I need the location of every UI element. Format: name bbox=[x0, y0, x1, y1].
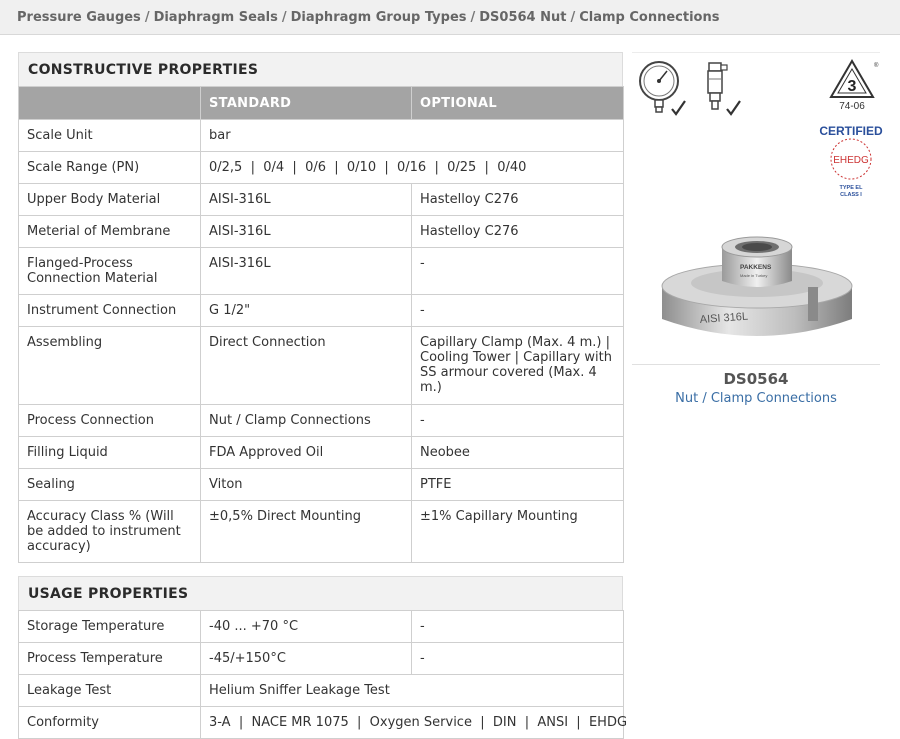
row-standard-value: Direct Connection bbox=[201, 327, 412, 405]
table-row bbox=[19, 501, 624, 563]
table-row bbox=[19, 707, 624, 739]
row-standard-value: -45/+150°C bbox=[201, 643, 412, 675]
row-standard-value: G 1/2" bbox=[201, 295, 412, 327]
table-row bbox=[19, 216, 624, 248]
table-header-row bbox=[19, 87, 624, 120]
row-standard-value: Helium Sniffer Leakage Test bbox=[201, 675, 624, 707]
table-row bbox=[19, 152, 624, 184]
ehedg-certified-icon bbox=[819, 121, 883, 201]
registered-mark: ® bbox=[874, 63, 879, 69]
row-optional-value: - bbox=[412, 405, 624, 437]
row-standard-value: 0/2,5 | 0/4 | 0/6 | 0/10 | 0/16 | 0/25 | 0/40 bbox=[201, 152, 624, 184]
row-standard-value: Viton bbox=[201, 469, 412, 501]
row-label: Meterial of Membrane bbox=[19, 216, 201, 248]
row-label: Leakage Test bbox=[19, 675, 201, 707]
constructive-properties-panel bbox=[18, 52, 623, 563]
pressure-gauge-check-icon bbox=[637, 59, 689, 117]
table-row bbox=[19, 611, 624, 643]
row-label: Accuracy Class % (Will be added to instrument accuracy) bbox=[19, 501, 201, 563]
row-label: Process Temperature bbox=[19, 643, 201, 675]
breadcrumb-separator: / bbox=[570, 10, 576, 25]
empty-header-cell bbox=[19, 87, 201, 120]
engraving-brand: PAKKENS bbox=[740, 264, 772, 271]
row-label: Instrument Connection bbox=[19, 295, 201, 327]
usage-properties-title: USAGE PROPERTIES bbox=[18, 576, 623, 610]
row-standard-value: -40 ... +70 °C bbox=[201, 611, 412, 643]
row-standard-value: 3-A | NACE MR 1075 | Oxygen Service | DIN | ANSI | EHDG bbox=[201, 707, 624, 739]
row-standard-value: AISI-316L bbox=[201, 184, 412, 216]
row-label: Sealing bbox=[19, 469, 201, 501]
row-optional-value: ±1% Capillary Mounting bbox=[412, 501, 624, 563]
table-row bbox=[19, 248, 624, 295]
row-optional-value: Capillary Clamp (Max. 4 m.) | Cooling Tower | Capillary with SS armour covered (Max. 4 m.) bbox=[412, 327, 624, 405]
constructive-properties-title: CONSTRUCTIVE PROPERTIES bbox=[18, 52, 623, 86]
row-optional-value: PTFE bbox=[412, 469, 624, 501]
product-image bbox=[660, 231, 854, 351]
breadcrumb-separator: / bbox=[470, 10, 476, 25]
row-optional-value: - bbox=[412, 611, 624, 643]
table-row bbox=[19, 469, 624, 501]
table-row bbox=[19, 184, 624, 216]
row-label: Flanged-Process Connection Material bbox=[19, 248, 201, 295]
row-optional-value: Hastelloy C276 bbox=[412, 184, 624, 216]
table-row bbox=[19, 437, 624, 469]
ehedg-text: EHEDG bbox=[833, 155, 869, 166]
row-standard-value: FDA Approved Oil bbox=[201, 437, 412, 469]
table-row bbox=[19, 120, 624, 152]
usage-properties-panel bbox=[18, 576, 628, 739]
3a-certification-icon bbox=[828, 59, 878, 115]
row-optional-value: Hastelloy C276 bbox=[412, 216, 624, 248]
table-row bbox=[19, 295, 624, 327]
row-label: Scale Unit bbox=[19, 120, 201, 152]
table-row bbox=[19, 643, 624, 675]
breadcrumb-item[interactable]: Diaphragm Group Types bbox=[290, 10, 467, 25]
breadcrumb-separator: / bbox=[144, 10, 150, 25]
row-optional-value: Neobee bbox=[412, 437, 624, 469]
row-label: Assembling bbox=[19, 327, 201, 405]
row-label: Scale Range (PN) bbox=[19, 152, 201, 184]
row-optional-value: - bbox=[412, 295, 624, 327]
row-label: Storage Temperature bbox=[19, 611, 201, 643]
product-subtitle-link[interactable]: Nut / Clamp Connections bbox=[675, 391, 837, 406]
breadcrumb-item-current: Clamp Connections bbox=[579, 10, 720, 25]
breadcrumb bbox=[0, 0, 900, 35]
row-standard-value: AISI-316L bbox=[201, 216, 412, 248]
row-optional-value: - bbox=[412, 248, 624, 295]
row-standard-value: Nut / Clamp Connections bbox=[201, 405, 412, 437]
product-sidebar bbox=[632, 52, 883, 365]
3a-code-text: 74-06 bbox=[839, 101, 865, 112]
row-optional-value: - bbox=[412, 643, 624, 675]
pressure-transmitter-check-icon bbox=[699, 59, 745, 117]
row-label: Upper Body Material bbox=[19, 184, 201, 216]
row-label: Filling Liquid bbox=[19, 437, 201, 469]
type-text: TYPE EL bbox=[839, 185, 863, 191]
product-name: DS0564 bbox=[723, 370, 789, 388]
engraving-material: AISI 316L bbox=[699, 310, 749, 326]
row-standard-value: ±0,5% Direct Mounting bbox=[201, 501, 412, 563]
3a-mark-text: 3 bbox=[847, 78, 857, 95]
breadcrumb-item[interactable]: Diaphragm Seals bbox=[153, 10, 278, 25]
table-row bbox=[19, 405, 624, 437]
class-text: CLASS I bbox=[840, 192, 862, 198]
breadcrumb-item[interactable]: DS0564 Nut bbox=[479, 10, 567, 25]
table-row bbox=[19, 327, 624, 405]
row-standard-value: bar bbox=[201, 120, 624, 152]
optional-column-header: OPTIONAL bbox=[412, 87, 624, 120]
certified-text: CERTIFIED bbox=[819, 124, 883, 138]
row-label: Conformity bbox=[19, 707, 201, 739]
engraving-made: Made in Turkey bbox=[740, 273, 768, 278]
row-label: Process Connection bbox=[19, 405, 201, 437]
usage-properties-table bbox=[18, 610, 628, 739]
table-row bbox=[19, 675, 624, 707]
breadcrumb-separator: / bbox=[281, 10, 287, 25]
row-standard-value: AISI-316L bbox=[201, 248, 412, 295]
breadcrumb-item[interactable]: Pressure Gauges bbox=[17, 10, 141, 25]
standard-column-header: STANDARD bbox=[201, 87, 412, 120]
constructive-properties-table bbox=[18, 86, 624, 563]
